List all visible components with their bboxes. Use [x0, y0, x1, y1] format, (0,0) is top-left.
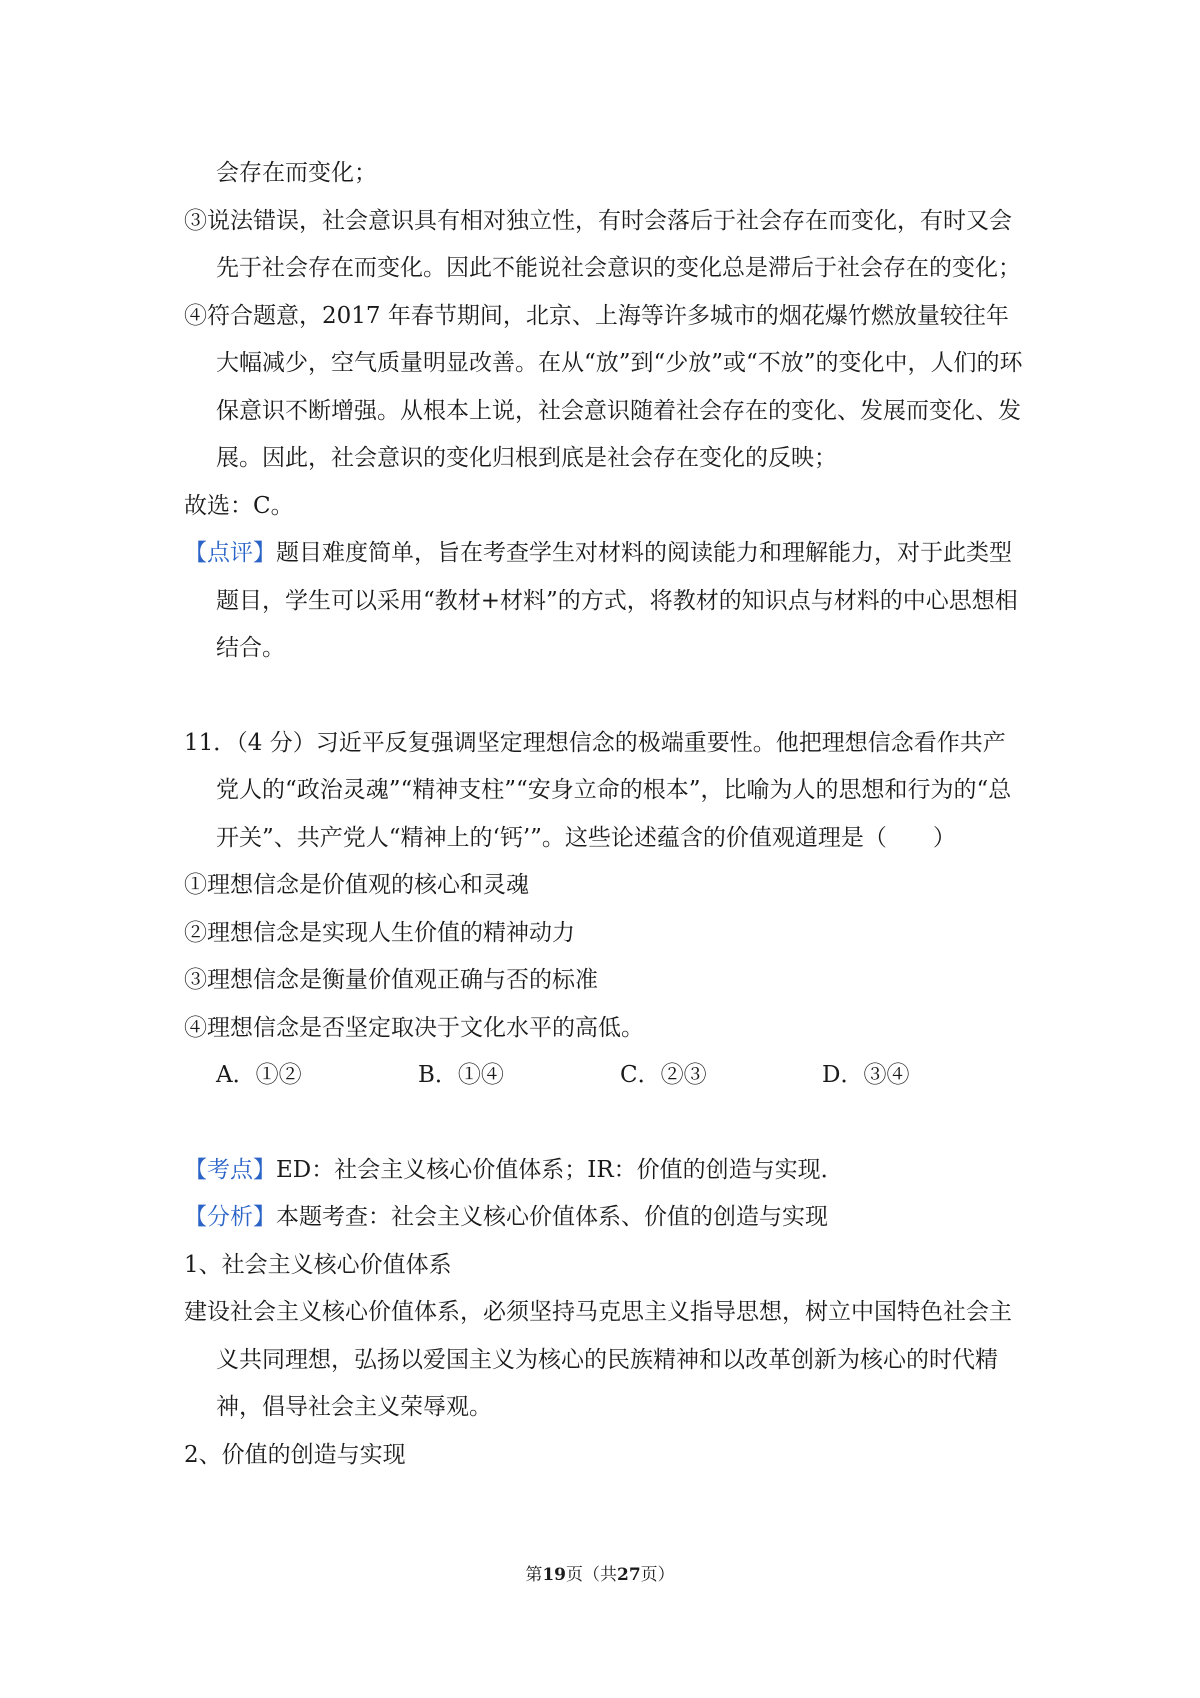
kaodian-text: ED：社会主义核心价值体系；IR：价值的创造与实现．	[276, 1156, 844, 1183]
option-b: B．①④	[418, 1062, 504, 1088]
comment-paragraph	[184, 530, 1024, 673]
statement-1: ①理想信念是价值观的核心和灵魂	[184, 872, 529, 898]
page-footer	[0, 1560, 1200, 1585]
text-paragraph: ④符合题意，2017 年春节期间，北京、上海等许多城市的烟花爆竹燃放量较往年大幅减少，空气质量明显改善。在从“放”到“少放”或“不放”的变化中，人们的环保意识不断增强。从根本上说，社会意识随着社会存在的变化、发展而变化、发展。因此，社会意识的变化归根到底是社会存在变化的反映；	[184, 302, 1023, 471]
option-c: C．②③	[620, 1062, 707, 1088]
footer-middle: 页（共	[566, 1565, 617, 1585]
page-total: 27	[617, 1565, 641, 1585]
text-paragraph: ③说法错误，社会意识具有相对独立性，有时会落后于社会存在而变化，有时又会先于社会存在而变化。因此不能说社会意识的变化总是滞后于社会存在的变化；	[184, 207, 1021, 281]
statement-2: ②理想信念是实现人生价值的精神动力	[184, 919, 575, 946]
section-heading-1: 1、社会主义核心价值体系	[184, 1251, 452, 1278]
answer-options	[184, 1052, 1024, 1100]
section-heading-2: 2、价值的创造与实现	[184, 1441, 406, 1468]
fenxi-tag: 【分析】	[184, 1204, 276, 1230]
kaodian-tag: 【考点】	[184, 1156, 276, 1183]
spacer	[184, 1100, 1024, 1147]
section-text-1: 建设社会主义核心价值体系，必须坚持马克思主义指导思想，树立中国特色社会主义共同理想，弘扬以爱国主义为核心的民族精神和以改革创新为核心的时代精神，倡导社会主义荣辱观。	[184, 1299, 1012, 1420]
answer-line: 故选：C。	[184, 492, 294, 519]
footer-prefix: 第	[525, 1565, 543, 1585]
text-line: 会存在而变化；	[216, 160, 377, 186]
option-a: A．①②	[216, 1062, 302, 1088]
page-content	[184, 150, 1024, 1479]
fenxi-text: 本题考查：社会主义核心价值体系、价值的创造与实现	[276, 1204, 828, 1230]
question-stem: 11．（4 分）习近平反复强调坚定理想信念的极端重要性。他把理想信念看作共产党人的“政治灵魂”“精神支柱”“安身立命的根本”，比喻为人的思想和行为的“总开关”、共产党人“精神上的‘钙’”。这些论述蕴含的价值观道理是（ ）	[184, 729, 1012, 851]
page-number: 19	[542, 1565, 566, 1585]
footer-suffix: 页）	[640, 1565, 675, 1585]
kaodian-paragraph	[184, 1147, 1024, 1195]
fenxi-paragraph	[184, 1194, 1024, 1242]
spacer	[184, 673, 1024, 720]
comment-text: 题目难度简单，旨在考查学生对材料的阅读能力和理解能力，对于此类型题目，学生可以采用“教材+材料”的方式，将教材的知识点与材料的中心思想相结合。	[216, 540, 1018, 661]
statement-4: ④理想信念是否坚定取决于文化水平的高低。	[184, 1014, 644, 1041]
option-d: D．③④	[822, 1062, 910, 1088]
comment-tag: 【点评】	[184, 540, 276, 566]
statement-3: ③理想信念是衡量价值观正确与否的标准	[184, 967, 598, 993]
